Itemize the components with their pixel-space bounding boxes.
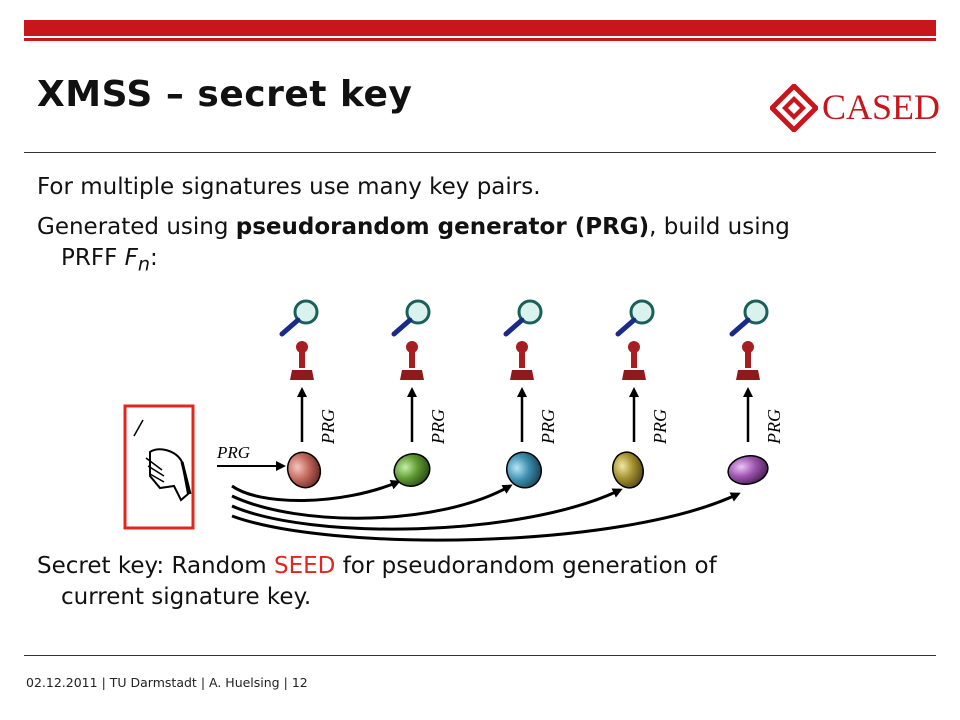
magnifier-icon xyxy=(732,301,767,334)
logo-text: CASED xyxy=(822,87,941,127)
prg-label: PRG xyxy=(538,409,558,444)
footer-date: 02.12.2011 xyxy=(26,675,98,690)
magnifier-icon xyxy=(618,301,653,334)
prg-label: PRG xyxy=(650,409,670,444)
prg-term: pseudorandom generator (PRG) xyxy=(235,214,650,240)
key-pair-1 xyxy=(282,301,338,493)
bullet-1: For multiple signatures use many key pairs. xyxy=(37,174,541,200)
magnifier-icon xyxy=(282,301,317,334)
function-symbol: F xyxy=(124,245,138,271)
footer-page-number: 12 xyxy=(291,675,308,690)
key-pair-2 xyxy=(390,301,448,491)
key-pair-3 xyxy=(500,301,558,494)
seed-card xyxy=(125,406,193,528)
secret-key-text: Secret key: Random SEED for pseudorandom generation of current signature key. xyxy=(37,553,717,610)
seed-bean-icon xyxy=(390,449,435,491)
footer-divider xyxy=(24,655,936,656)
stamp-icon xyxy=(290,341,314,380)
prg-label: PRG xyxy=(318,409,338,444)
stamp-icon xyxy=(510,341,534,380)
seed-bean-icon xyxy=(726,453,770,488)
seed-bean-icon xyxy=(282,447,326,493)
stamp-icon xyxy=(400,341,424,380)
seed-prg-label: PRG xyxy=(217,443,251,462)
slide-title: XMSS – secret key xyxy=(37,74,413,115)
stamp-icon xyxy=(622,341,646,380)
key-pair-5 xyxy=(726,301,784,487)
bullet-2: Generated using pseudorandom generator (PRG), build using PRFF $F_n$: xyxy=(37,214,790,276)
footer-org: TU Darmstadt xyxy=(109,675,197,690)
seed-bean-icon xyxy=(609,449,647,492)
seed-to-key-arrows xyxy=(232,482,738,540)
footer-author: A. Huelsing xyxy=(209,675,280,690)
stamp-icon xyxy=(736,341,760,380)
magnifier-icon xyxy=(394,301,429,334)
prg-label: PRG xyxy=(764,409,784,444)
key-pair-4 xyxy=(609,301,670,491)
footer: 02.12.2011 | TU Darmstadt | A. Huelsing | 12 xyxy=(26,675,308,690)
prg-label: PRG xyxy=(428,409,448,444)
curve-arrow-4 xyxy=(232,490,620,529)
seed-highlight: SEED xyxy=(274,553,336,579)
magnifier-icon xyxy=(506,301,541,334)
